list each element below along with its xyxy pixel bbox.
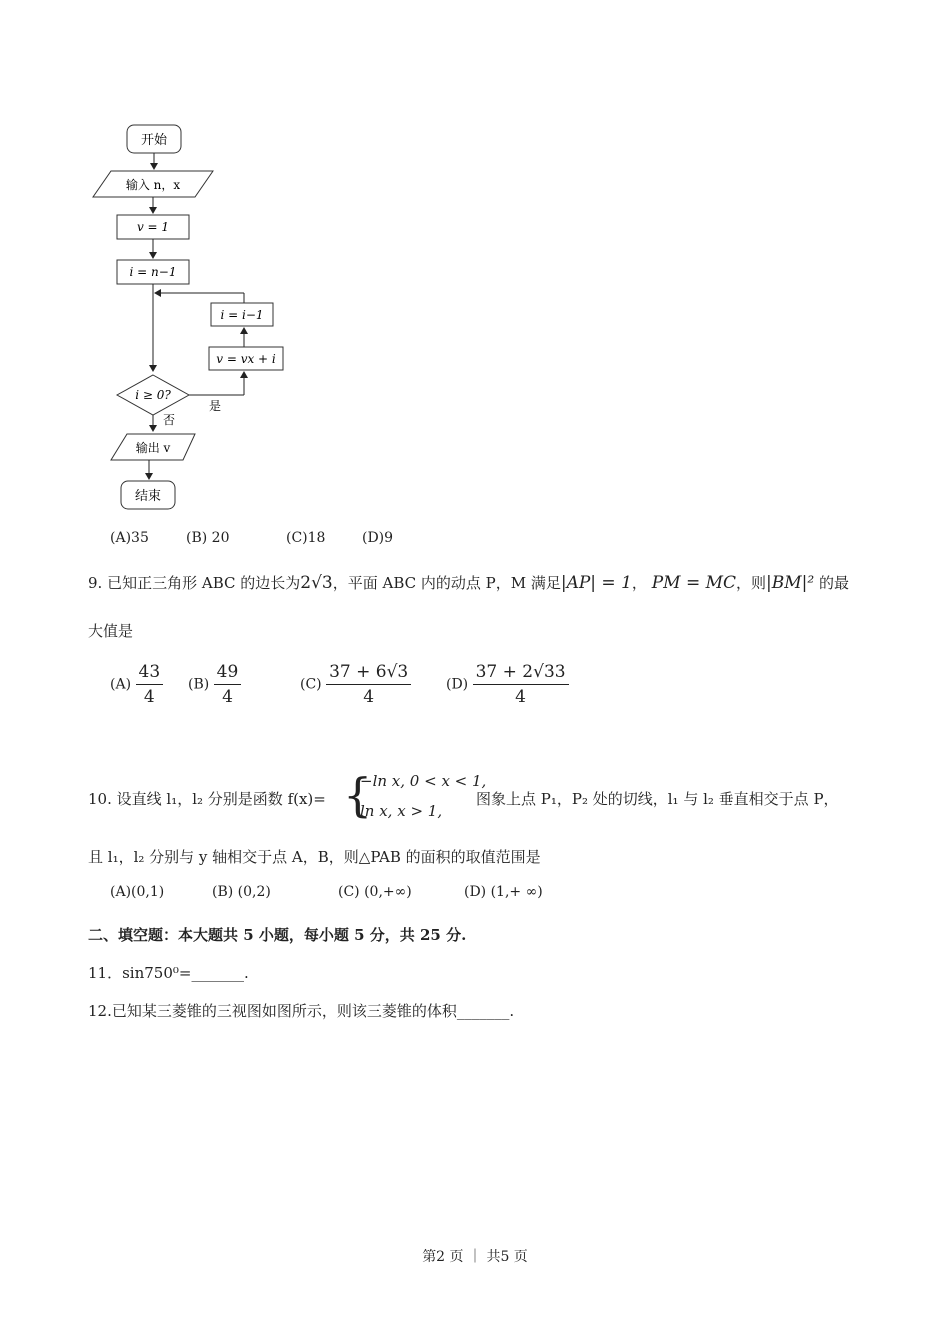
q9-option-b-den: 4 [222,687,233,707]
q9-number: 9. [88,574,103,592]
section2-heading: 二、填空题：本大题共 5 小题，每小题 5 分，共 25 分. [88,926,467,944]
q9-option-b-label: (B) [188,676,210,693]
q10-number: 10. [88,790,112,808]
flow-input-label: 输入 n，x [125,178,181,192]
q10-option-b: (B) (0,2) [212,884,271,900]
q11-text: sin750⁰=_______. [122,964,249,982]
q9-option-d-label: (D) [446,676,469,693]
q10-text1: 设直线 l₁，l₂ 分别是函数 f(x)= [116,790,326,808]
q10-option-c: (C) (0,+∞) [338,884,412,900]
q9-option-a-den: 4 [143,687,155,707]
q9-option-c-label: (C) [300,676,322,693]
q9-side: 2√3 [300,573,333,593]
q12-text: 12.已知某三菱锥的三视图如图所示，则该三菱锥的体积_______. [88,1002,515,1020]
q9-option-b-frac [214,662,242,707]
flow-update-v-label: v = vx + i [216,352,276,366]
q10-brace: { [343,768,373,822]
q9-target: |BM|² [766,573,815,593]
q9-option-b-num: 49 [214,662,242,685]
q11 [88,962,249,983]
flow-condition-label: i ≥ 0? [135,388,171,402]
q9-cond1: |AP| = 1 [560,573,632,593]
q9-option-d-num: 37 + 2√33 [473,662,569,685]
q8-option-d: (D)9 [362,530,394,546]
q10-text3: 且 l₁，l₂ 分别与 y 轴相交于点 A，B，则△PAB 的面积的取值范围是 [88,848,541,866]
q9-option-c-num: 37 + 6√3 [326,662,411,685]
q9-text5: 大值是 [88,622,134,640]
q10-option-a: (A)(0,1) [110,884,165,900]
q11-number: 11． [88,964,123,982]
q9-option-a-frac [136,662,164,707]
q9-option-a [110,662,163,707]
q9-option-c-den: 4 [363,687,375,707]
q9-text1: 已知正三角形 ABC 的边长为 [107,574,301,592]
page-footer: 第2 页 ｜ 共5 页 [422,1249,528,1265]
q9-text3: ，则 [736,574,767,592]
flow-init-v-label: v = 1 [136,220,170,234]
flow-end-label: 结束 [134,489,162,504]
q8-option-b: (B) 20 [186,530,230,546]
q9-option-c [300,662,411,707]
q8-option-a: (A)35 [110,530,149,546]
q9-stem [88,572,849,593]
q9-text4: 的最 [818,574,849,592]
q10-text2: 图象上点 P₁，P₂ 处的切线，l₁ 与 l₂ 垂直相交于点 P， [476,790,839,808]
flow-yes-label: 是 [208,399,222,413]
q10-case2: ln x, x > 1, [360,802,443,820]
flow-output-label: 输出 v [135,441,171,455]
q9-sep: ， [631,574,647,592]
flowchart [85,115,325,520]
q9-cond2: PM = MC [651,573,737,593]
q9-option-d [446,662,569,707]
q10-case1: −ln x, 0 < x < 1, [360,772,487,790]
q9-option-d-den: 4 [515,687,526,707]
q10-option-d: (D) (1,+ ∞) [464,884,543,900]
flow-dec-i-label: i = i−1 [220,308,264,322]
q9-option-a-num: 43 [136,662,164,685]
q9-text2: ，平面 ABC 内的动点 P，M 满足 [332,574,561,592]
q9-option-a-label: (A) [110,676,132,693]
q10-stem [88,788,326,809]
q9-option-b [188,662,241,707]
q8-options [110,530,149,546]
q8-option-c: (C)18 [286,530,326,546]
q9-option-d-frac [473,662,569,707]
flow-no-label: 否 [163,413,176,427]
q9-option-c-frac [326,662,411,707]
flow-init-i-label: i = n−1 [129,265,177,279]
flow-start-label: 开始 [140,133,168,148]
